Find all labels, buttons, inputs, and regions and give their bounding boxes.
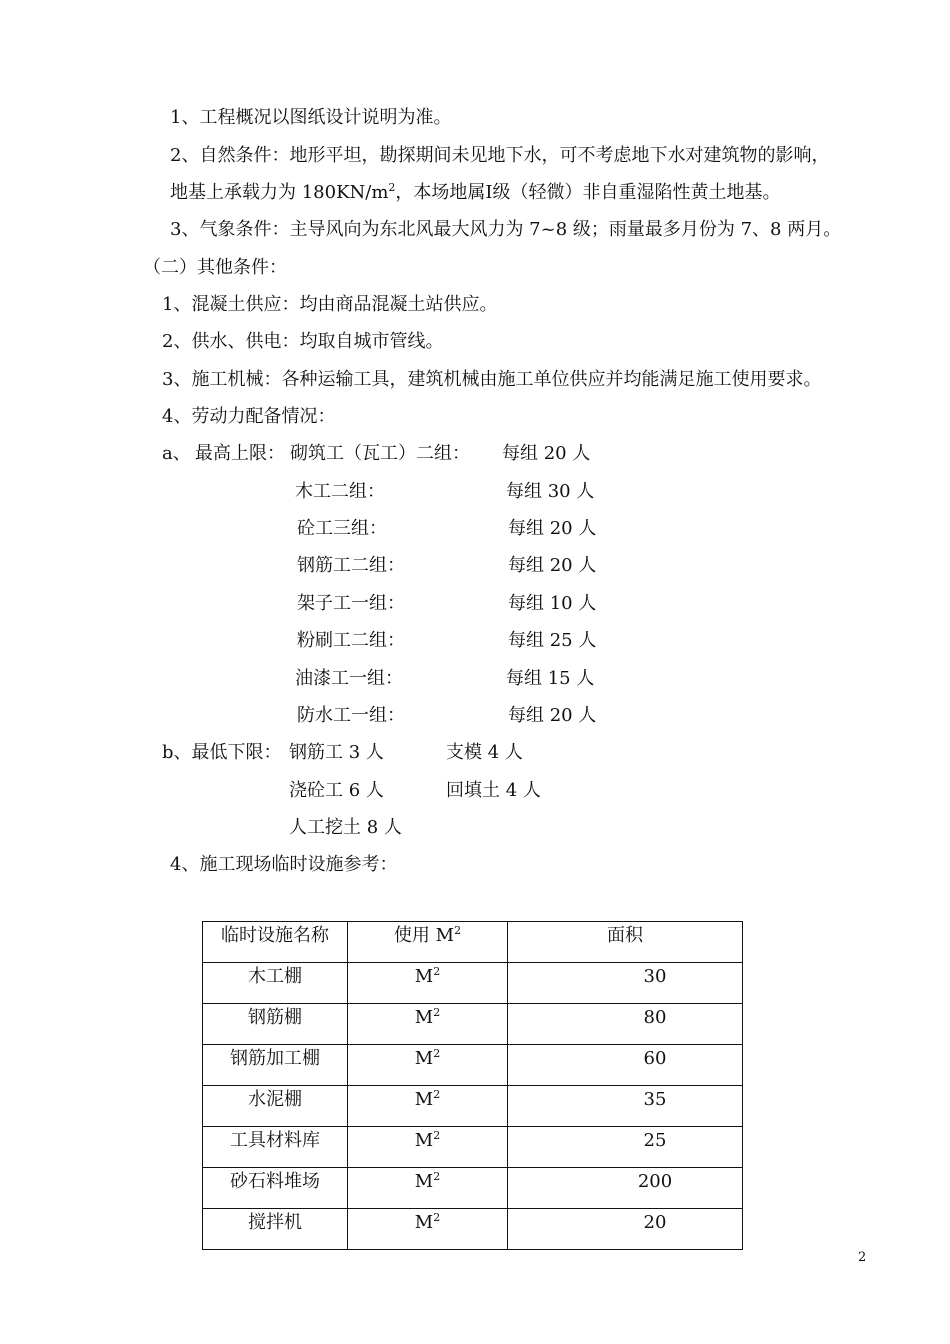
bearing-text-tail: ，本场地属Ⅰ级（轻微）非自重湿陷性黄土地基。 bbox=[395, 182, 781, 203]
header-facility-name: 临时设施名称 bbox=[203, 922, 348, 963]
item-machinery: 3、施工机械：各种运输工具，建筑机械由施工单位供应并均能满足施工使用要求。 bbox=[162, 369, 822, 390]
facility-name: 工具材料库 bbox=[203, 1127, 348, 1168]
labor-upper-count: 每组 30 人 bbox=[506, 481, 595, 502]
superscript-2: 2 bbox=[433, 1088, 441, 1101]
labor-lower-item: 人工挖土 8 人 bbox=[289, 817, 402, 838]
item-labor: 4、劳动力配备情况： bbox=[162, 406, 336, 427]
paragraph-natural-conditions: 2、自然条件：地形平坦，勘探期间未见地下水，可不考虑地下水对建筑物的影响， bbox=[170, 145, 830, 166]
labor-upper-name: 砌筑工（瓦工）二组： bbox=[290, 443, 470, 464]
labor-upper-name: 粉刷工二组： bbox=[297, 630, 405, 651]
labor-upper-count: 每组 20 人 bbox=[508, 518, 597, 539]
facility-area: 200 bbox=[508, 1168, 743, 1209]
facility-name: 钢筋加工棚 bbox=[203, 1045, 348, 1086]
paragraph-bearing-capacity bbox=[170, 181, 781, 205]
facility-unit bbox=[348, 963, 508, 1004]
facility-area: 30 bbox=[508, 963, 743, 1004]
superscript-2: 2 bbox=[433, 965, 441, 978]
header-unit bbox=[348, 922, 508, 963]
table-header-row bbox=[203, 922, 743, 963]
labor-upper-count: 每组 20 人 bbox=[508, 705, 597, 726]
unit-text: M bbox=[414, 1089, 434, 1110]
superscript-2: 2 bbox=[433, 1211, 441, 1224]
labor-upper-name: 砼工三组： bbox=[297, 518, 387, 539]
facilities-heading: 4、施工现场临时设施参考： bbox=[170, 854, 398, 875]
facility-name: 搅拌机 bbox=[203, 1209, 348, 1250]
facilities-table bbox=[202, 921, 743, 1250]
labor-upper-count: 每组 25 人 bbox=[508, 630, 597, 651]
facility-area: 35 bbox=[508, 1086, 743, 1127]
labor-upper-name: 油漆工一组： bbox=[295, 668, 403, 689]
table-row bbox=[203, 1127, 743, 1168]
facility-unit bbox=[348, 1168, 508, 1209]
labor-upper-name: 防水工一组： bbox=[297, 705, 405, 726]
paragraph-overview: 1、工程概况以图纸设计说明为准。 bbox=[170, 107, 452, 128]
table-row bbox=[203, 1004, 743, 1045]
facility-name: 砂石料堆场 bbox=[203, 1168, 348, 1209]
item-water-power: 2、供水、供电：均取自城市管线。 bbox=[162, 331, 444, 352]
superscript-2: 2 bbox=[388, 181, 396, 194]
labor-lower-item: 支模 4 人 bbox=[446, 742, 523, 763]
labor-upper-count: 每组 15 人 bbox=[506, 668, 595, 689]
superscript-2: 2 bbox=[433, 1006, 441, 1019]
labor-upper-count: 每组 20 人 bbox=[508, 555, 597, 576]
labor-lower-item: 钢筋工 3 人 bbox=[289, 742, 384, 763]
labor-a-prefix: a、 bbox=[162, 443, 191, 464]
facility-area: 20 bbox=[508, 1209, 743, 1250]
facility-unit bbox=[348, 1004, 508, 1045]
facility-area: 60 bbox=[508, 1045, 743, 1086]
facility-unit bbox=[348, 1045, 508, 1086]
labor-upper-name: 架子工一组： bbox=[297, 593, 405, 614]
facility-name: 木工棚 bbox=[203, 963, 348, 1004]
table-row bbox=[203, 1168, 743, 1209]
bearing-text: 地基上承载力为 180KN/m bbox=[170, 182, 389, 203]
unit-text: M bbox=[414, 1048, 434, 1069]
header-area: 面积 bbox=[508, 922, 743, 963]
superscript-2: 2 bbox=[433, 1170, 441, 1183]
labor-upper-count: 每组 10 人 bbox=[508, 593, 597, 614]
labor-lower-item: 浇砼工 6 人 bbox=[289, 780, 384, 801]
facility-unit bbox=[348, 1086, 508, 1127]
facility-unit bbox=[348, 1209, 508, 1250]
labor-upper-name: 木工二组： bbox=[295, 481, 385, 502]
unit-text: M bbox=[414, 1171, 434, 1192]
superscript-2: 2 bbox=[433, 1047, 441, 1060]
item-concrete: 1、混凝土供应：均由商品混凝土站供应。 bbox=[162, 294, 498, 315]
facility-area: 25 bbox=[508, 1127, 743, 1168]
labor-b-title: b、最低下限： bbox=[162, 742, 282, 763]
unit-text: M bbox=[414, 1130, 434, 1151]
facility-name: 钢筋棚 bbox=[203, 1004, 348, 1045]
table-row bbox=[203, 1086, 743, 1127]
unit-text: M bbox=[414, 1007, 434, 1028]
table-row bbox=[203, 963, 743, 1004]
facility-unit bbox=[348, 1127, 508, 1168]
unit-text: M bbox=[414, 966, 434, 987]
header-unit-text: 使用 M bbox=[393, 925, 455, 946]
facility-area: 80 bbox=[508, 1004, 743, 1045]
superscript-2: 2 bbox=[454, 924, 462, 937]
section-heading-other: （二）其他条件： bbox=[143, 257, 287, 278]
table-row bbox=[203, 1045, 743, 1086]
table-row bbox=[203, 1209, 743, 1250]
labor-lower-item: 回填土 4 人 bbox=[446, 780, 541, 801]
unit-text: M bbox=[414, 1212, 434, 1233]
labor-upper-count: 每组 20 人 bbox=[502, 443, 591, 464]
page-number: 2 bbox=[858, 1250, 867, 1265]
labor-a-title: 最高上限： bbox=[195, 443, 285, 464]
facility-name: 水泥棚 bbox=[203, 1086, 348, 1127]
superscript-2: 2 bbox=[433, 1129, 441, 1142]
paragraph-weather: 3、气象条件：主导风向为东北风最大风力为 7~8 级；雨量最多月份为 7、8 两月。 bbox=[170, 219, 842, 240]
labor-upper-name: 钢筋工二组： bbox=[297, 555, 405, 576]
